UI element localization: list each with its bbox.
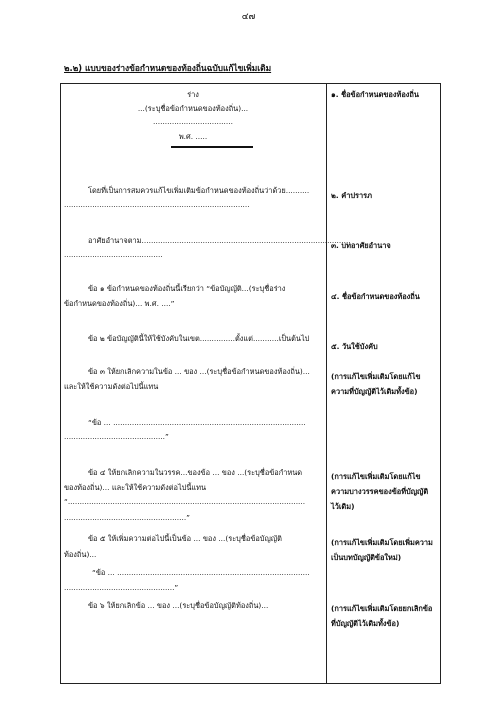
authority-line-2: .......................................... — [64, 250, 163, 259]
note-effective-date: ๕. วันใช้บังคับ — [331, 342, 378, 351]
regulation-name-line: ...(ระบุชื่อข้อกำหนดของท้องถิ่น)... — [137, 104, 249, 113]
clause-3-line-1: ข้อ ๓ ให้ยกเลิกความในข้อ ... ของ ...(ระบุชื่อข้อกำหนดของท้องถิ่น)... — [88, 367, 310, 376]
clause-5-line-1: ข้อ ๕ ให้เพิ่มความต่อไปนี้เป็นข้อ ... ของ ...(ระบุชื่อข้อบัญญัติ — [88, 534, 282, 543]
note-preamble: ๒. คำปรารภ — [331, 191, 372, 200]
clause-1-line-1: ข้อ ๑ ข้อกำหนดของท้องถิ่นนี้เรียกว่า “ข้อบัญญัติ...(ระบุชื่อร่าง — [88, 284, 286, 293]
clause-3-line-2: และให้ใช้ความดังต่อไปนี้แทน — [64, 382, 159, 391]
note-authority: ๓. บทอาศัยอำนาจ — [331, 241, 391, 250]
year-line: พ.ศ. ..... — [178, 132, 208, 141]
note-add-new-clause: (การแก้ไขเพิ่มเติมโดยเพิ่มความเป็นบทบัญญัติข้อใหม่) — [331, 538, 433, 562]
replacement-text-line-2: ...........................................” — [64, 432, 169, 441]
note-regulation-name-2: ๔. ชื่อข้อกำหนดของท้องถิ่น — [331, 292, 420, 301]
note-repeal-clause: (การแก้ไขเพิ่มเติมโดยยกเลิกข้อที่บัญญัติไว้เดิมทั้งข้อ) — [331, 604, 433, 628]
section-heading: ๒.๒) แบบของร่างข้อกำหนดของท้องถิ่นฉบับแก้ไขเพิ่มเติม — [64, 63, 272, 73]
clause-4-line-2: ของท้องถิ่น)... และให้ใช้ความดังต่อไปนี้แทน — [64, 483, 207, 492]
new-clause-line-2: ...............................................” — [64, 583, 179, 592]
clause-5-line-2: ท้องถิ่น)... — [64, 550, 97, 559]
draft-title: ร่าง — [187, 90, 199, 99]
authority-line-1: อาศัยอำนาจตาม......................................................................................... — [88, 236, 351, 245]
note-amend-whole-clause: (การแก้ไขเพิ่มเติมโดยแก้ไขความที่บัญญัติไว้เดิมทั้งข้อ) — [331, 372, 421, 396]
preamble-line-1: โดยที่เป็นการสมควรแก้ไขเพิ่มเติมข้อกำหนดของท้องถิ่นว่าด้วย.......... — [88, 186, 310, 195]
clause-2: ข้อ ๒ ข้อบัญญัตินี้ให้ใช้บังคับในเขต...............ตั้งแต่...........เป็นต้นไป — [88, 334, 310, 343]
clause-1-line-2: ข้อกำหนดของท้องถิ่น)... พ.ศ. ....” — [64, 299, 175, 308]
title-underline — [171, 146, 253, 148]
note-regulation-name: ๑. ชื่อข้อกำหนดของท้องถิ่น — [331, 90, 419, 99]
dotted-line: .................................. — [153, 117, 233, 126]
note-amend-paragraph: (การแก้ไขเพิ่มเติมโดยแก้ไขความบางวรรคของข้อที่บัญญัติไว้เดิม) — [331, 472, 429, 511]
page-number: ๔๗ — [241, 12, 256, 22]
replacement-text-line-1: “ข้อ ... .................................................................................. — [88, 418, 306, 427]
column-divider — [326, 83, 327, 684]
clause-4-line-1: ข้อ ๔ ให้ยกเลิกความในวรรค...ของข้อ ... ของ ...(ระบุชื่อข้อกำหนด — [88, 468, 303, 477]
preamble-line-2: ............................................................................... — [64, 200, 250, 209]
clause-4-line-4: ....................................................” — [64, 513, 190, 522]
new-clause-line-1: “ข้อ ... .................................................................................. — [92, 568, 310, 577]
clause-6: ข้อ ๖ ให้ยกเลิกข้อ ... ของ ...(ระบุชื่อข้อบัญญัติท้องถิ่น)... — [88, 601, 269, 610]
clause-4-line-3: “..................................................................................................... — [64, 497, 306, 506]
